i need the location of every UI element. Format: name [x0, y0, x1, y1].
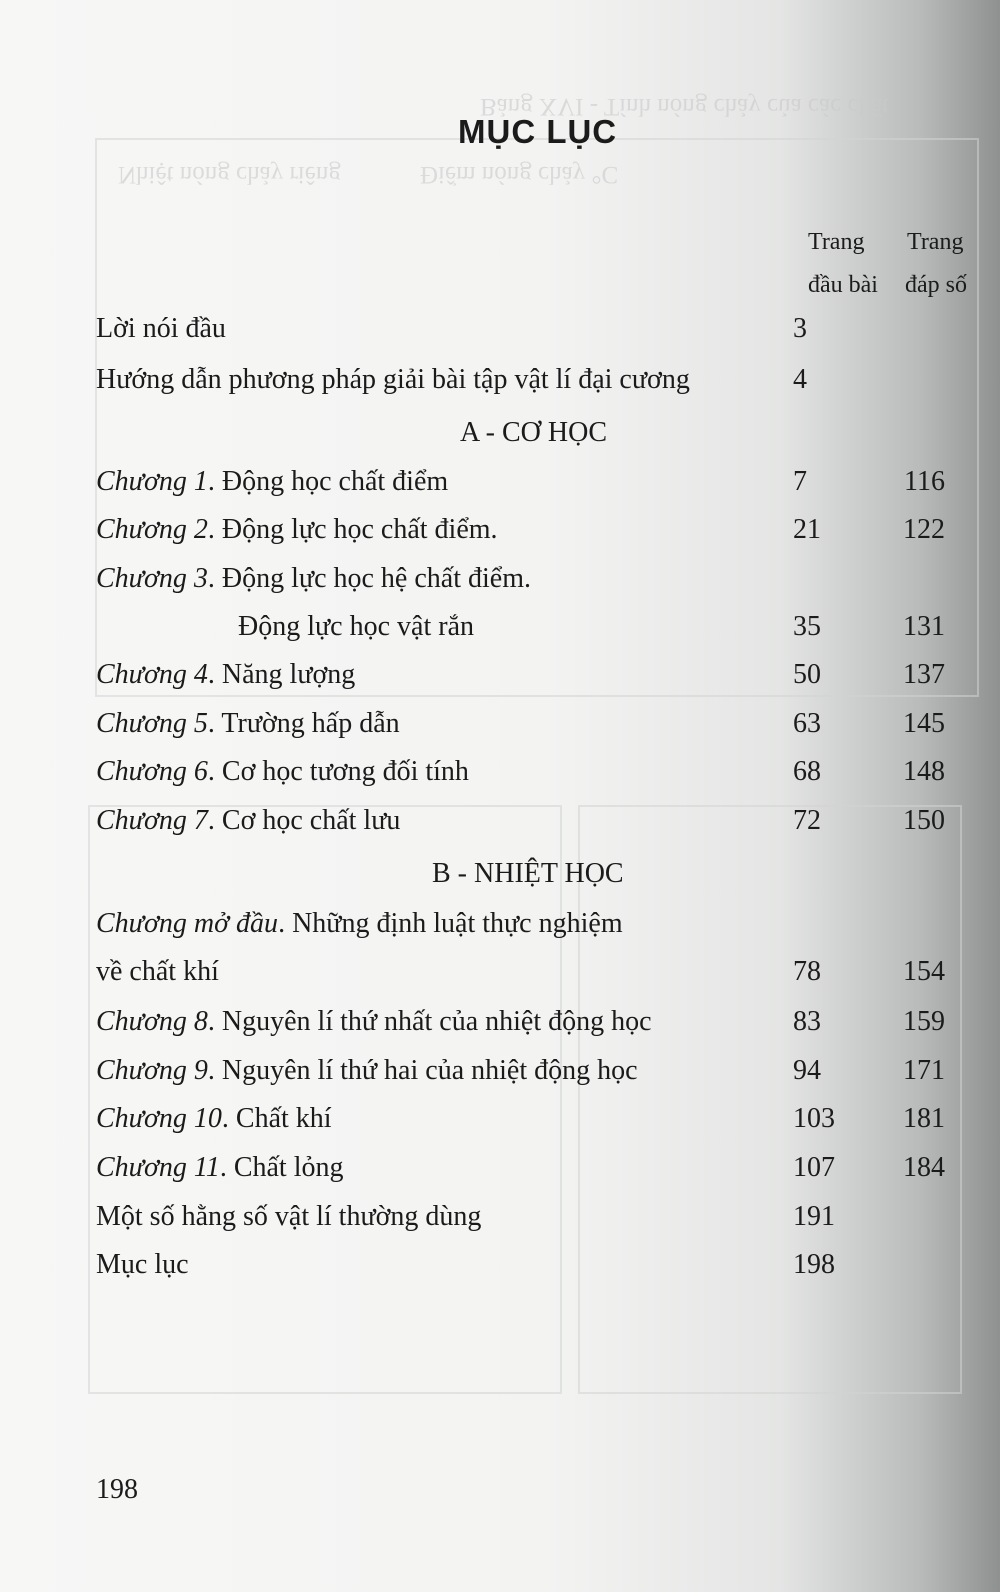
toc-entry[interactable] [96, 1055, 956, 1095]
toc-entry-label [96, 466, 448, 498]
column-header-start-page-line2: đầu bài [808, 272, 878, 298]
toc-entry[interactable] [96, 1103, 956, 1143]
chapter-number: Chương mở đầu [96, 908, 279, 939]
answer-page-number: 181 [903, 1103, 945, 1134]
toc-entry-label [96, 908, 623, 940]
chapter-number: Chương 3 [96, 563, 208, 594]
answer-page-number: 148 [903, 756, 945, 787]
start-page-number: 68 [793, 756, 821, 787]
answer-page-number: 145 [903, 708, 945, 739]
start-page-number: 35 [793, 611, 821, 642]
toc-entry-label [96, 756, 469, 788]
toc-entry[interactable] [96, 364, 956, 404]
toc-entry[interactable] [96, 466, 956, 506]
toc-entry[interactable] [96, 313, 956, 353]
chapter-number: Chương 8 [96, 1006, 208, 1037]
start-page-number: 4 [793, 364, 807, 395]
start-page-number: 94 [793, 1055, 821, 1086]
toc-entry-label: Hướng dẫn phương pháp giải bài tập vật lí đại cương [96, 364, 690, 395]
start-page-number: 21 [793, 514, 821, 545]
chapter-number: Chương 4 [96, 659, 208, 690]
start-page-number: 72 [793, 805, 821, 836]
bleed-through-table-bottom [88, 805, 562, 1394]
chapter-title: . Động học chất điểm [207, 466, 449, 497]
chapter-title: . Nguyên lí thứ nhất của nhiệt động học [207, 1006, 652, 1037]
section-heading: B - NHIỆT HỌC [432, 858, 624, 889]
answer-page-number: 116 [904, 466, 945, 497]
toc-entry-label [96, 1103, 332, 1135]
toc-entry-label [96, 659, 355, 691]
start-page-number: 50 [793, 659, 821, 690]
toc-entry[interactable] [96, 1152, 956, 1192]
answer-page-number: 131 [903, 611, 945, 642]
toc-entry-label [96, 514, 498, 546]
chapter-title: . Chất lỏng [219, 1152, 344, 1183]
toc-entry[interactable] [96, 708, 956, 748]
toc-entry-label: Mục lục [96, 1249, 189, 1280]
start-page-number: 107 [793, 1152, 835, 1183]
chapter-number: Chương 6 [96, 756, 208, 787]
toc-entry[interactable] [96, 805, 956, 845]
column-header-answer-page-line2: đáp số [905, 272, 967, 298]
answer-page-number: 122 [903, 514, 945, 545]
page-title: MỤC LỤC [458, 113, 618, 150]
bleed-through-header: Bảng XVI - Tính nóng chảy của các chất [480, 93, 890, 120]
answer-page-number: 150 [903, 805, 945, 836]
answer-page-number: 137 [903, 659, 945, 690]
start-page-number: 103 [793, 1103, 835, 1134]
toc-entry[interactable] [96, 563, 956, 603]
column-header-answer-page-line1: Trang [907, 229, 964, 255]
chapter-title: . Chất khí [221, 1103, 332, 1134]
chapter-number: Chương 1 [96, 466, 208, 497]
start-page-number: 63 [793, 708, 821, 739]
toc-entry[interactable] [96, 956, 956, 996]
chapter-title: . Cơ học chất lưu [207, 805, 401, 836]
toc-entry[interactable] [96, 1006, 956, 1046]
chapter-number: Chương 2 [96, 514, 208, 545]
chapter-number: Chương 7 [96, 805, 208, 836]
chapter-title: . Động lực học chất điểm. [207, 514, 498, 545]
chapter-number: Chương 5 [96, 708, 208, 739]
start-page-number: 198 [793, 1249, 835, 1280]
toc-entry[interactable] [96, 756, 956, 796]
start-page-number: 83 [793, 1006, 821, 1037]
column-header-start-page-line1: Trang [808, 229, 865, 255]
start-page-number: 7 [793, 466, 807, 497]
section-heading: A - CƠ HỌC [460, 417, 608, 448]
start-page-number: 78 [793, 956, 821, 987]
page-number: 198 [96, 1474, 138, 1505]
toc-entry[interactable] [96, 611, 956, 651]
chapter-title: . Nguyên lí thứ hai của nhiệt động học [207, 1055, 638, 1086]
toc-entry[interactable] [96, 1249, 956, 1289]
answer-page-number: 184 [903, 1152, 945, 1183]
chapter-number: Chương 9 [96, 1055, 208, 1086]
toc-entry-label [96, 1055, 638, 1087]
chapter-title: . Động lực học hệ chất điểm. [207, 563, 531, 594]
bleed-through-col2: Điểm nóng chảy °C [420, 161, 619, 188]
toc-entry-label [96, 805, 400, 837]
toc-entry-label: Động lực học vật rắn [238, 611, 474, 642]
toc-entry-label: Một số hằng số vật lí thường dùng [96, 1201, 482, 1232]
chapter-title: . Năng lượng [207, 659, 356, 690]
toc-entry-label [96, 708, 400, 740]
chapter-number: Chương 10 [96, 1103, 222, 1134]
toc-entry-label [96, 1152, 343, 1184]
chapter-title: . Cơ học tương đối tính [207, 756, 469, 787]
toc-entry-label: về chất khí [96, 956, 219, 987]
toc-entry[interactable] [96, 659, 956, 699]
chapter-number: Chương 11 [96, 1152, 220, 1183]
bleed-through-col1: Nhiệt nóng chảy riêng [118, 161, 341, 188]
toc-entry[interactable] [96, 908, 956, 948]
toc-entry-label: Lời nói đầu [96, 313, 226, 344]
toc-entry-label [96, 1006, 652, 1038]
answer-page-number: 154 [903, 956, 945, 987]
toc-entry-label [96, 563, 531, 595]
answer-page-number: 171 [903, 1055, 945, 1086]
chapter-title: . Trường hấp dẫn [207, 708, 400, 739]
toc-entry[interactable] [96, 514, 956, 554]
toc-entry[interactable] [96, 1201, 956, 1241]
start-page-number: 191 [793, 1201, 835, 1232]
chapter-title: . Những định luật thực nghiệm [278, 908, 623, 939]
bleed-through-table-bottom-right [578, 805, 962, 1394]
answer-page-number: 159 [903, 1006, 945, 1037]
start-page-number: 3 [793, 313, 807, 344]
